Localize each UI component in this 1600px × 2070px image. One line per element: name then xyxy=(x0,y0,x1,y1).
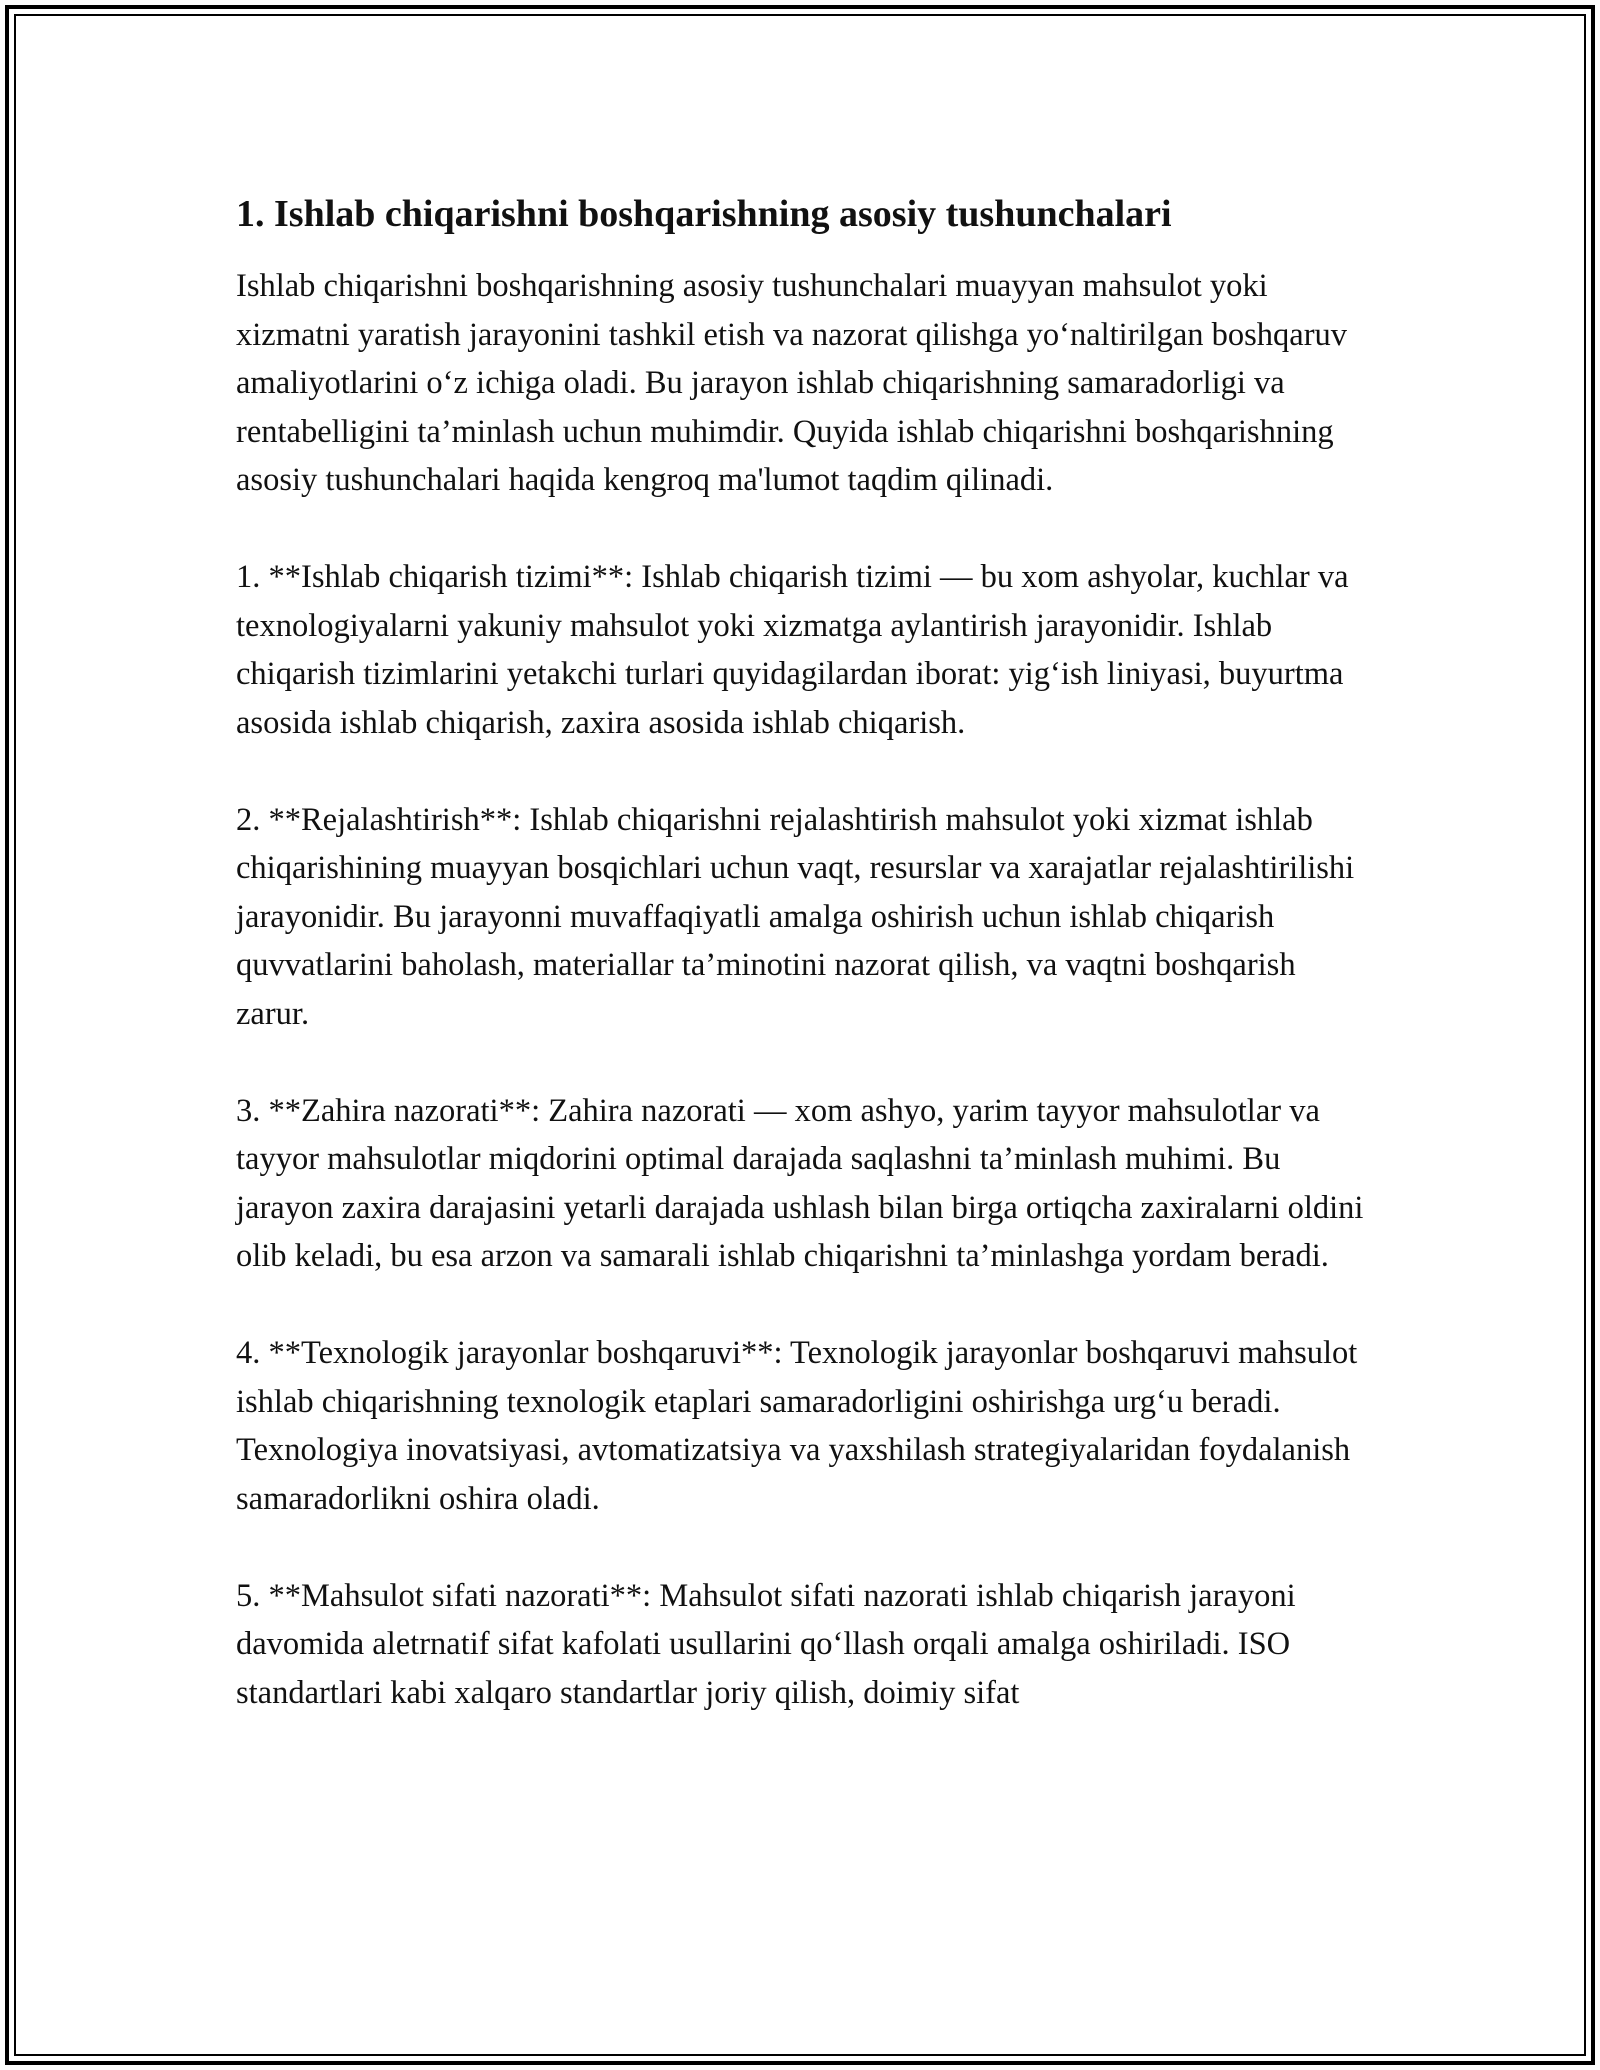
item-inventory-control: 3. **Zahira nazorati**: Zahira nazorati — xom ashyo, yarim tayyor mahsulotlar va tayyor mahsulotlar miqdorini optimal darajada saqlashni ta’minlash muhimi. Bu jarayon zaxira darajasini yetarli darajada ushlash bilan birga ortiqcha zaxiralarni oldini olib keladi, bu esa arzon va samarali ishlab chiqarishni ta’minlashga yordam beradi. xyxy=(236,1092,1364,1274)
intro-paragraph: Ishlab chiqarishni boshqarishning asosiy tushunchalari muayyan mahsulot yoki xizmatni yaratish jarayonini tashkil etish va nazorat qilishga yo‘naltirilgan boshqaruv amaliyotlarini o‘z ichiga oladi. Bu jarayon ishlab chiqarishning samaradorligi va rentabelligini ta’minlash uchun muhimdir. Quyida ishlab chiqarishni boshqarishning asosiy tushunchalari haqida kengroq ma'lumot taqdim qilinadi. xyxy=(236,268,1348,498)
document-body xyxy=(236,186,1376,1766)
section-heading: 1. Ishlab chiqarishni boshqarishning asosiy tushunchalari xyxy=(236,193,1172,235)
item-process-management: 4. **Texnologik jarayonlar boshqaruvi**: Texnologik jarayonlar boshqaruvi mahsulot ishlab chiqarishning texnologik etaplari samaradorligini oshirishga urg‘u beradi. Texnologiya inovatsiyasi, avtomatizatsiya va yaxshilash strategiyalaridan foydalanish samaradorlikni oshira oladi. xyxy=(236,1335,1358,1517)
item-production-system: 1. **Ishlab chiqarish tizimi**: Ishlab chiqarish tizimi — bu xom ashyolar, kuchlar va texnologiyalarni yakuniy mahsulot yoki xizmatga aylantirish jarayonidir. Ishlab chiqarish tizimlarini yetakchi turlari quyidagilardan iborat: yig‘ish liniyasi, buyurtma asosida ishlab chiqarish, zaxira asosida ishlab chiqarish. xyxy=(236,559,1349,741)
item-planning: 2. **Rejalashtirish**: Ishlab chiqarishni rejalashtirish mahsulot yoki xizmat ishlab chiqarishining muayyan bosqichlari uchun vaqt, resurslar va xarajatlar rejalashtirilishi jarayonidir. Bu jarayonni muvaffaqiyatli amalga oshirish uchun ishlab chiqarish quvvatlarini baholash, materiallar ta’minotini nazorat qilish, va vaqtni boshqarish zarur. xyxy=(236,801,1355,1032)
item-quality-control: 5. **Mahsulot sifati nazorati**: Mahsulot sifati nazorati ishlab chiqarish jarayoni davomida aletrnatif sifat kafolati usullarini qo‘llash orqali amalga oshiriladi. ISO standartlari kabi xalqaro standartlar joriy qilish, doimiy sifat xyxy=(236,1577,1296,1711)
